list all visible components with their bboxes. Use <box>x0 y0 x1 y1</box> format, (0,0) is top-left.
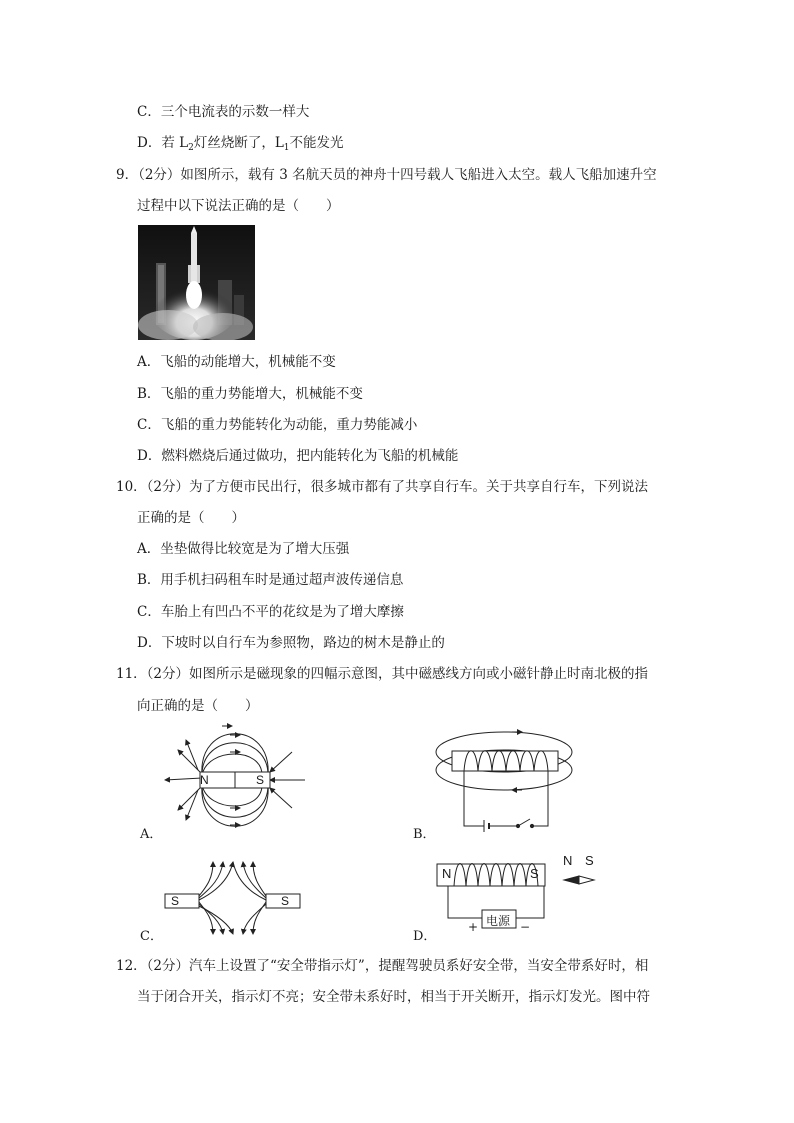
q10-option-b: B．用手机扫码租车时是通过超声波传递信息 <box>137 572 404 588</box>
q9-option-a: A．飞船的动能增大，机械能不变 <box>137 354 336 370</box>
figure-a-bar-magnet <box>160 722 310 840</box>
figure-c-right-pole: S <box>281 894 290 908</box>
q10-stem: 10．（2分）为了方便市民出行，很多城市都有了共享自行车。关于共享自行车，下列说法 <box>116 479 649 495</box>
q9-stem: 9．（2分）如图所示，载有 3 名航天员的神舟十四号载人飞船进入太空。载人飞船加速升空 <box>116 167 657 183</box>
figure-d-needle-s: S <box>585 853 594 868</box>
figure-d-power-label: 电源 <box>486 914 511 928</box>
q10-option-a: A．坐垫做得比较宽是为了增大压强 <box>137 541 350 557</box>
figure-d-solenoid-needle <box>434 850 604 936</box>
q12-stem: 12．（2分）汽车上设置了“安全带指示灯”，提醒驾驶员系好安全带，当安全带系好时，相 <box>116 958 649 974</box>
figure-d-coil-n: N <box>442 866 452 881</box>
figure-c-left-pole: S <box>171 894 180 908</box>
figure-a-s-pole: S <box>256 773 265 787</box>
q12-stem-continued: 当于闭合开关，指示灯不亮；安全带未系好时，相当于开关断开，指示灯发光。图中符 <box>137 989 650 1005</box>
q11-stem-continued: 向正确的是（ ） <box>137 698 259 714</box>
figure-b-solenoid-circuit <box>432 724 577 832</box>
q10-stem-continued: 正确的是（ ） <box>137 510 245 526</box>
figure-c-two-magnets <box>163 856 303 936</box>
q10-option-d: D．下坡时以自行车为参照物，路边的树木是静止的 <box>137 635 445 651</box>
figure-b-label: B． <box>413 827 436 842</box>
figure-d-needle-n: N <box>563 853 573 868</box>
q11-stem: 11．（2分）如图所示是磁现象的四幅示意图，其中磁感线方向或小磁针静止时南北极的指 <box>116 666 649 682</box>
q9-option-d: D．燃料燃烧后通过做功，把内能转化为飞船的机械能 <box>137 448 459 464</box>
q8-option-d: D．若 $L_2$灯丝烧断了，$L_1$不能发光 <box>137 135 344 153</box>
rocket-launch-photo <box>138 225 255 340</box>
q10-option-c: C．车胎上有凹凸不平的花纹是为了增大摩擦 <box>137 604 404 620</box>
q9-option-c: C．飞船的重力势能转化为动能，重力势能减小 <box>137 417 418 433</box>
figure-c-label: C． <box>140 929 163 944</box>
figure-d-label: D． <box>413 929 437 944</box>
figure-a-n-pole: N <box>200 773 209 787</box>
figure-a-label: A． <box>140 827 163 842</box>
q9-option-b: B．飞船的重力势能增大，机械能不变 <box>137 386 363 402</box>
q9-stem-continued: 过程中以下说法正确的是（ ） <box>137 198 340 214</box>
figure-d-coil-s: S <box>530 866 539 881</box>
q8-option-c: C．三个电流表的示数一样大 <box>137 104 310 120</box>
figure-d-minus: − <box>520 920 531 934</box>
figure-d-plus: + <box>468 920 479 934</box>
